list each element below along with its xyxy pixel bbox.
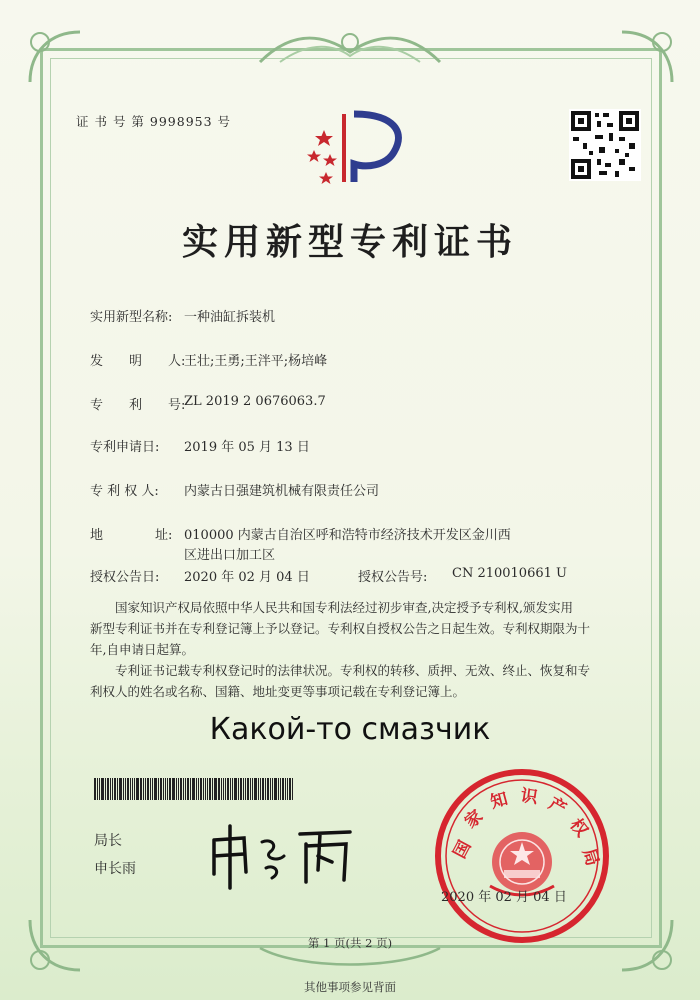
body-paragraph-1-line-3: 年,自申请日起算。 [90,642,194,657]
barcode-bar [278,778,279,800]
patent-number-value: ZL 2019 2 0676063.7 [184,394,326,409]
barcode-bar [160,778,162,800]
barcode-bar [169,778,171,800]
barcode-bar [232,778,233,800]
barcode-bar [214,778,217,800]
body-paragraph-1-line-1: 国家知识产权局依照中华人民共和国专利法经过初步审查,决定授予专利权,颁发实用 [90,600,573,615]
barcode-bar [107,778,109,800]
barcode-bar [172,778,175,800]
utility-model-name-value: 一种油缸拆装机 [184,310,276,325]
barcode-bar [101,778,104,800]
barcode-bar [117,778,118,800]
barcode-bar [270,778,271,800]
seal-char-5: 产 [544,793,570,820]
barcode-bar [192,778,195,800]
barcode-bar [285,778,286,800]
qr-code [569,109,641,181]
barcode-bar [289,778,291,800]
address-label: 地 址: [90,528,173,543]
barcode-bar [94,778,96,800]
barcode-bar [112,778,113,800]
barcode-bar [176,778,177,800]
barcode-bar [180,778,182,800]
barcode-bar [110,778,111,800]
barcode-bar [267,778,269,800]
seal-char-3: 知 [488,789,510,813]
barcode-bar [272,778,273,800]
barcode-bar [196,778,197,800]
seal-char-7: 局 [577,846,603,869]
barcode-bar [203,778,204,800]
inventor-label: 发 明 人: [90,354,186,369]
grant-date-value: 2020 年 02 月 04 日 [184,570,310,585]
barcode-bar [165,778,166,800]
barcode-bar [247,778,249,800]
barcode-bar [97,778,98,800]
barcode-bar [125,778,126,800]
barcode-bar [183,778,184,800]
barcode-bar [292,778,293,800]
patent-number-label: 专 利 号: [90,398,186,413]
barcode-bar [143,778,144,800]
seal-char-2: 家 [461,806,488,833]
barcode-bar [280,778,281,800]
barcode-bar [207,778,208,800]
seal-char-1: 国 [449,837,476,862]
barcode-bar [187,778,189,800]
certificate-number: 证 书 号 第 9998953 号 [76,114,232,129]
certificate-title: 实用新型专利证书 [181,221,518,263]
top-ornament [250,22,450,72]
barcode-bar [99,778,100,800]
barcode-bar [227,778,229,800]
barcode-bar [145,778,146,800]
inventor-value: 王壮;王勇;王泮平;杨培峰 [184,354,328,369]
barcode-bar [238,778,239,800]
barcode-bar [185,778,186,800]
barcode-bar [150,778,151,800]
barcode-bar [260,778,261,800]
barcode-bar [265,778,266,800]
body-paragraph-2-line-1: 专利证书记载专利权登记时的法律状况。专利权的转移、质押、无效、终止、恢复和专 [90,663,591,678]
body-paragraph-1-line-2: 新型专利证书并在专利登记簿上予以登记。专利权自授权公告之日起生效。专利权期限为十 [90,621,591,636]
barcode-bar [234,778,237,800]
barcode-bar [147,778,149,800]
barcode-bar [198,778,199,800]
corner-ornament-top-right [612,22,682,92]
grant-number-value: CN 210010661 U [452,566,567,581]
address-line-1: 010000 内蒙古自治区呼和浩特市经济技术开发区金川西 [184,528,511,543]
barcode-bar [105,778,106,800]
barcode-bar [130,778,131,800]
page-indicator: 第 1 页(共 2 页) [307,936,393,950]
barcode-bar [282,778,284,800]
barcode-bar [136,778,139,800]
barcode-bar [200,778,202,800]
barcode-bar [205,778,206,800]
barcode-bar [250,778,251,800]
barcode-bar [240,778,242,800]
application-date-value: 2019 年 05 月 13 日 [184,440,310,455]
barcode-bar [245,778,246,800]
barcode-bar [225,778,226,800]
barcode-bar [221,778,222,800]
barcode-bar [123,778,124,800]
barcode-bar [178,778,179,800]
barcode-bar [223,778,224,800]
director-title: 局长 [94,833,122,849]
barcode [94,778,328,800]
barcode-bar [132,778,133,800]
barcode-bar [287,778,288,800]
barcode-bar [114,778,116,800]
barcode-bar [119,778,122,800]
barcode-bar [154,778,157,800]
corner-ornament-top-left [20,22,90,92]
barcode-bar [209,778,211,800]
barcode-bar [218,778,220,800]
grant-date-label: 授权公告日: [90,570,160,585]
barcode-bar [212,778,213,800]
barcode-bar [163,778,164,800]
patentee-value: 内蒙古日强建筑机械有限责任公司 [184,484,380,499]
footer-note: 其他事项参见背面 [304,980,396,994]
utility-model-name-label: 实用新型名称: [90,310,173,325]
barcode-bar [127,778,129,800]
patent-office-logo [304,108,414,188]
barcode-bar [158,778,159,800]
barcode-bar [262,778,264,800]
address-line-2: 区进出口加工区 [184,548,276,563]
seal-char-4: 识 [519,785,539,809]
director-signature [200,812,370,897]
barcode-bar [254,778,257,800]
barcode-bar [274,778,277,800]
patentee-label: 专 利 权 人: [90,484,159,499]
barcode-bar [243,778,244,800]
seal-date: 2020 年 02 月 04 日 [441,890,567,905]
barcode-bar [152,778,153,800]
barcode-bar [230,778,231,800]
barcode-bar [252,778,253,800]
application-date-label: 专利申请日: [90,440,160,455]
barcode-bar [134,778,135,800]
barcode-bar [258,778,259,800]
barcode-bar [140,778,142,800]
seal-char-6: 权 [565,815,592,841]
barcode-bar [190,778,191,800]
barcode-bar [167,778,168,800]
grant-number-label: 授权公告号: [358,570,428,585]
body-paragraph-2-line-2: 利权人的姓名或名称、国籍、地址变更等事项记载在专利登记簿上。 [90,684,466,699]
director-name: 申长雨 [94,861,136,877]
overlay-caption: Какой-то смазчик [209,712,491,747]
